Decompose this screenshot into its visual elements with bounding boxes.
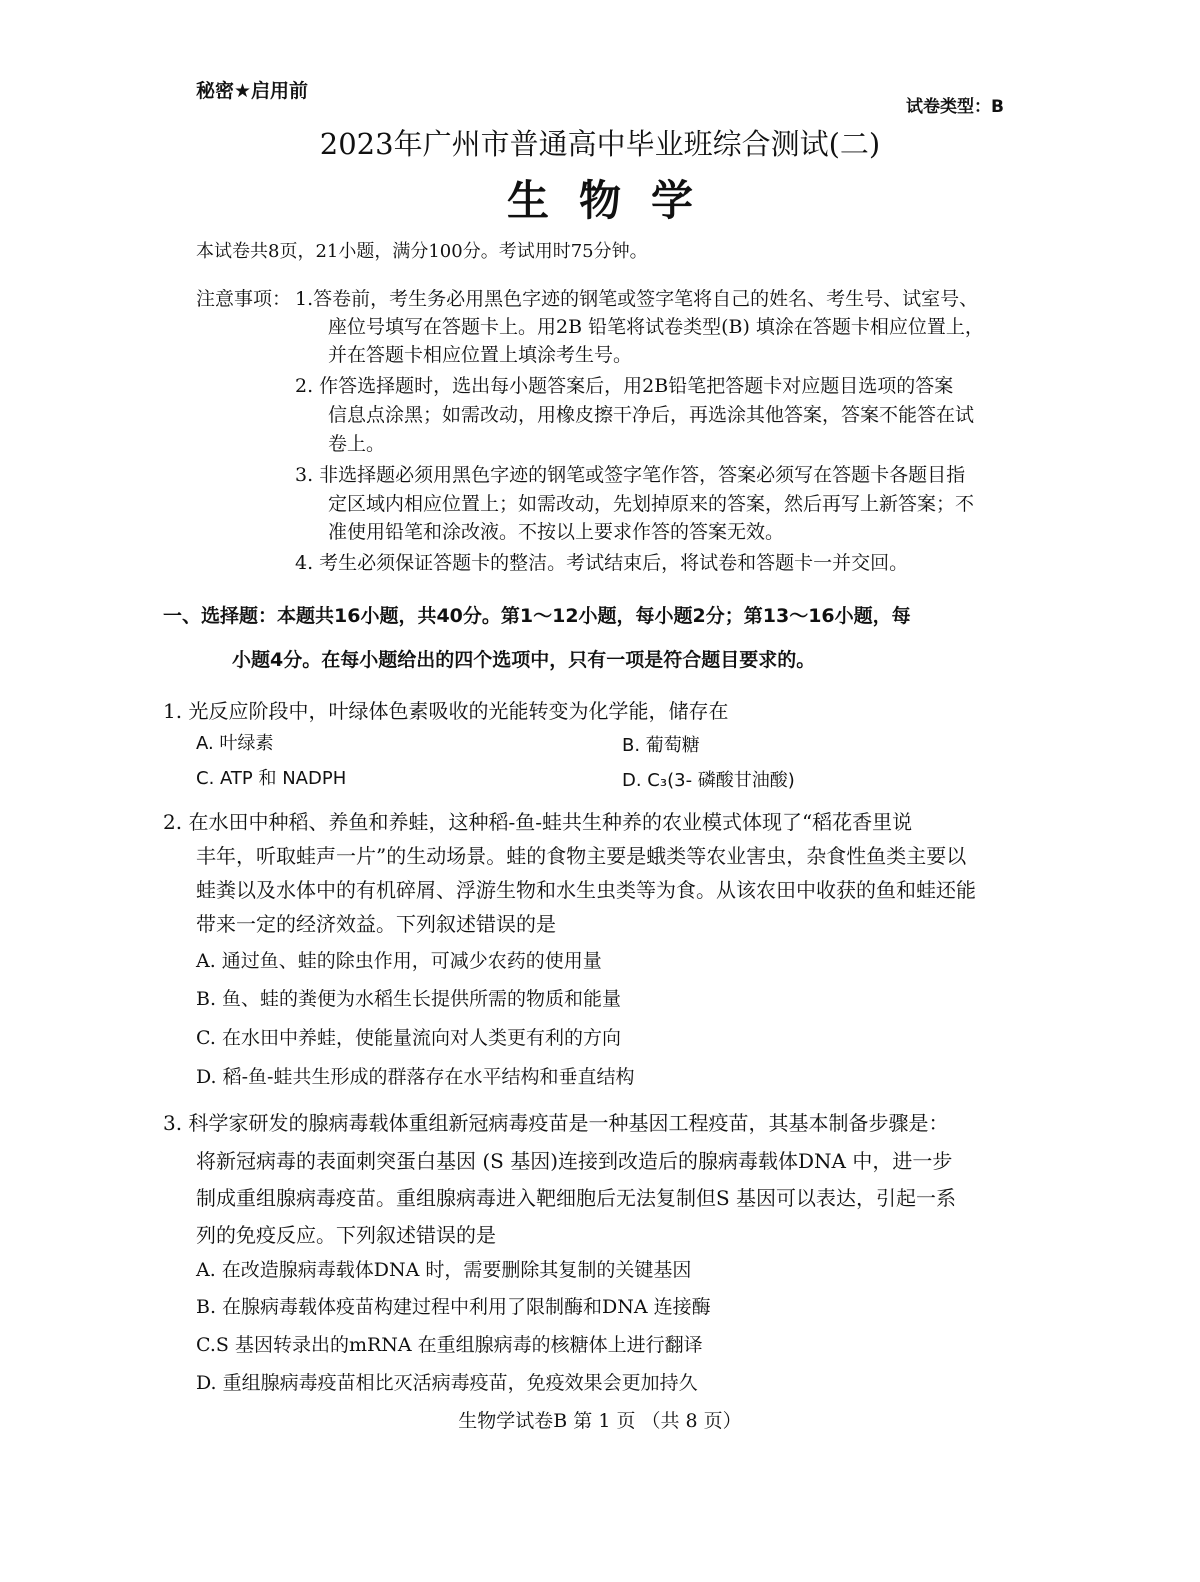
- paper-type-label: 试卷类型：B: [906, 97, 1004, 117]
- note-2-line-3: 卷上。: [328, 433, 386, 455]
- note-1-line-2: 座位号填写在答题卡上。用2B 铅笔将试卷类型(B) 填涂在答题卡相应位置上，: [328, 316, 984, 338]
- question-2-option-b: B. 鱼、蛙的粪便为水稻生长提供所需的物质和能量: [196, 988, 622, 1010]
- note-2-line-1: 2. 作答选择题时，选出每小题答案后，用2B铅笔把答题卡对应题目选项的答案: [295, 375, 954, 397]
- section-heading-line-1: 一、选择题：本题共16小题，共40分。第1～12小题，每小题2分；第13～16小题，每: [163, 605, 911, 627]
- subject-title: 生物学: [506, 176, 723, 225]
- question-2-stem-line-4: 带来一定的经济效益。下列叙述错误的是: [196, 912, 556, 936]
- question-1-stem: 1. 光反应阶段中，叶绿体色素吸收的光能转变为化学能，储存在: [163, 699, 729, 723]
- note-3-line-3: 准使用铅笔和涂改液。不按以上要求作答的答案无效。: [328, 521, 785, 543]
- question-3-option-a: A. 在改造腺病毒载体DNA 时，需要删除其复制的关键基因: [196, 1259, 692, 1281]
- question-2-stem-line-1: 2. 在水田中种稻、养鱼和养蛙，这种稻-鱼-蛙共生种养的农业模式体现了“稻花香里说: [163, 810, 913, 834]
- notes-label: 注意事项：: [196, 288, 292, 310]
- exam-title: 2023年广州市普通高中毕业班综合测试(二): [319, 127, 881, 161]
- question-3-stem-line-3: 制成重组腺病毒疫苗。重组腺病毒进入靶细胞后无法复制但S 基因可以表达，引起一系: [196, 1186, 957, 1210]
- question-1-option-a: A. 叶绿素: [196, 733, 274, 754]
- question-3-option-b: B. 在腺病毒载体疫苗构建过程中利用了限制酶和DNA 连接酶: [196, 1296, 711, 1318]
- question-2-stem-line-3: 蛙粪以及水体中的有机碎屑、浮游生物和水生虫类等为食。从该农田中收获的鱼和蛙还能: [196, 878, 976, 902]
- confidential-label: 秘密★启用前: [196, 80, 309, 102]
- section-heading-line-2: 小题4分。在每小题给出的四个选项中，只有一项是符合题目要求的。: [232, 649, 816, 671]
- question-1-option-d: D. C₃(3- 磷酸甘油酸): [622, 770, 795, 791]
- note-1-line-3: 并在答题卡相应位置上填涂考生号。: [328, 344, 633, 366]
- note-1-line-1: 1.答卷前，考生务必用黑色字迹的钢笔或签字笔将自己的姓名、考生号、试室号、: [295, 288, 979, 310]
- note-4-line-1: 4. 考生必须保证答题卡的整洁。考试结束后，将试卷和答题卡一并交回。: [295, 552, 909, 574]
- question-2-option-d: D. 稻-鱼-蛙共生形成的群落存在水平结构和垂直结构: [196, 1066, 635, 1088]
- question-2-stem-line-2: 丰年，听取蛙声一片”的生动场景。蛙的食物主要是蛾类等农业害虫，杂食性鱼类主要以: [196, 844, 967, 868]
- question-3-option-c: C.S 基因转录出的mRNA 在重组腺病毒的核糖体上进行翻译: [196, 1334, 703, 1356]
- exam-intro: 本试卷共8页，21小题，满分100分。考试用时75分钟。: [196, 241, 648, 262]
- question-3-stem-line-4: 列的免疫反应。下列叙述错误的是: [196, 1223, 496, 1247]
- question-3-stem-line-1: 3. 科学家研发的腺病毒载体重组新冠病毒疫苗是一种基因工程疫苗，其基本制备步骤是：: [163, 1111, 949, 1135]
- question-3-stem-line-2: 将新冠病毒的表面刺突蛋白基因 (S 基因)连接到改造后的腺病毒载体DNA 中，进一步: [196, 1149, 953, 1173]
- page-footer: 生物学试卷B 第 1 页 （共 8 页）: [458, 1410, 742, 1432]
- question-2-option-a: A. 通过鱼、蛙的除虫作用，可减少农药的使用量: [196, 950, 602, 972]
- question-1-option-b: B. 葡萄糖: [622, 735, 700, 756]
- question-3-option-d: D. 重组腺病毒疫苗相比灭活病毒疫苗，免疫效果会更加持久: [196, 1372, 698, 1394]
- note-3-line-1: 3. 非选择题必须用黑色字迹的钢笔或签字笔作答，答案必须写在答题卡各题目指: [295, 464, 966, 486]
- question-1-option-c: C. ATP 和 NADPH: [196, 768, 347, 789]
- question-2-option-c: C. 在水田中养蛙，使能量流向对人类更有利的方向: [196, 1027, 621, 1049]
- note-2-line-2: 信息点涂黑；如需改动，用橡皮擦干净后，再选涂其他答案，答案不能答在试: [328, 404, 975, 426]
- note-3-line-2: 定区域内相应位置上；如需改动，先划掉原来的答案，然后再写上新答案；不: [328, 493, 975, 515]
